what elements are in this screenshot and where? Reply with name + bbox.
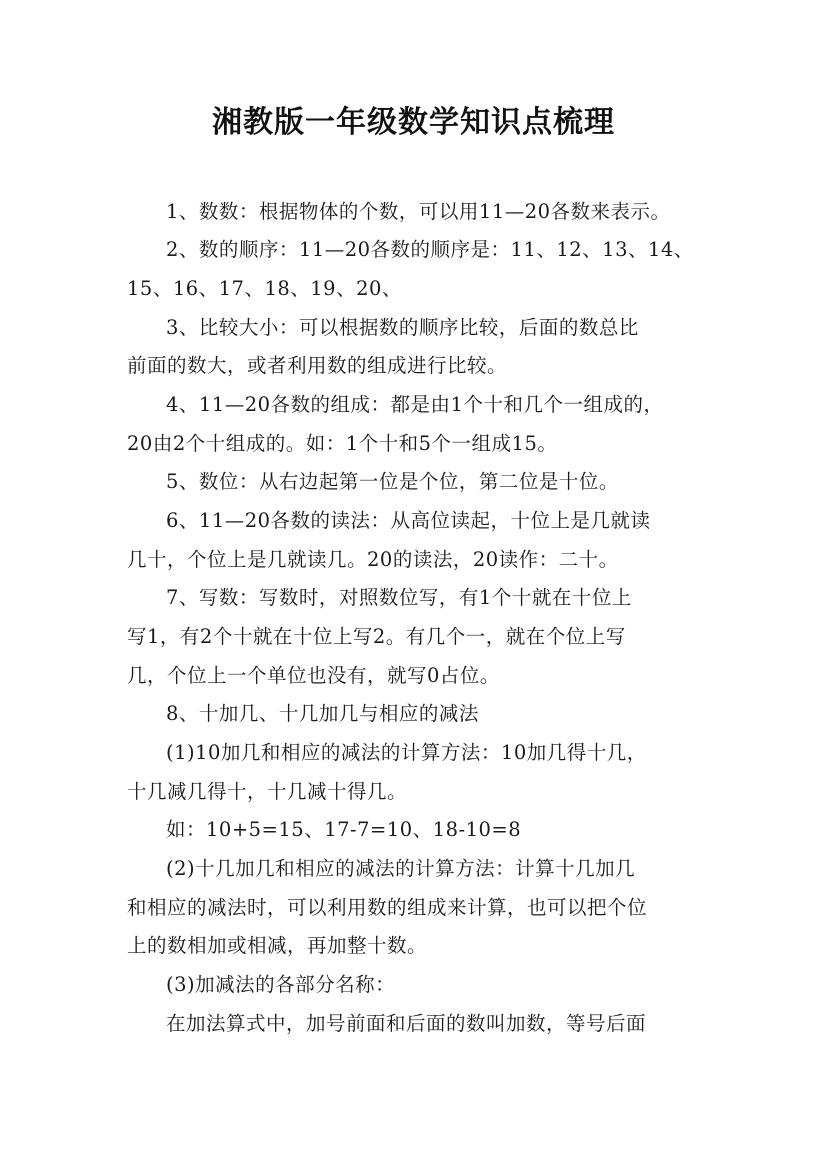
text-line-20: 上的数相加或相减，再加整十数。: [127, 934, 428, 957]
text-line-17: 如：10+5=15、17-7=10、18-10=8: [166, 818, 522, 841]
text-line-7: 20由2个十组成的。如：1个十和5个一组成15。: [127, 432, 558, 455]
text-line-8: 5、数位：从右边起第一位是个位，第二位是十位。: [166, 470, 619, 493]
document-title: 湘教版一年级数学知识点梳理: [212, 105, 615, 140]
text-line-9: 6、11—20各数的读法：从高位读起，十位上是几就读: [166, 509, 651, 532]
text-line-12: 写1，有2个十就在十位上写2。有几个一，就在个位上写: [127, 625, 626, 648]
text-line-10: 几十，个位上是几就读几。20的读法，20读作：二十。: [127, 548, 619, 571]
text-line-4: 3、比较大小：可以根据数的顺序比较，后面的数总比: [166, 316, 639, 339]
text-line-14: 8、十加几、十几加几与相应的减法: [166, 702, 479, 725]
text-line-3: 15、16、17、18、19、20、: [127, 277, 402, 300]
text-line-18: (2)十几加几和相应的减法的计算方法：计算十几加几: [166, 857, 636, 880]
text-line-5: 前面的数大，或者利用数的组成进行比较。: [127, 354, 508, 377]
text-line-22: 在加法算式中，加号前面和后面的数叫加数，等号后面: [166, 1012, 647, 1035]
text-line-2: 2、数的顺序：11—20各数的顺序是：11、12、13、14、: [166, 238, 694, 261]
text-line-1: 1、数数：根据物体的个数，可以用11—20各数来表示。: [166, 200, 671, 223]
text-line-11: 7、写数：写数时，对照数位写，有1个十就在十位上: [166, 586, 632, 609]
text-line-13: 几，个位上一个单位也没有，就写0占位。: [127, 664, 500, 687]
text-line-21: (3)加减法的各部分名称：: [166, 973, 396, 996]
text-line-19: 和相应的减法时，可以利用数的组成来计算，也可以把个位: [127, 896, 648, 919]
text-line-6: 4、11—20各数的组成：都是由1个十和几个一组成的，: [166, 393, 664, 416]
text-line-15: (1)10加几和相应的减法的计算方法：10加几得十几，: [166, 741, 647, 764]
text-line-16: 十几减几得十，十几减十得几。: [127, 780, 408, 803]
